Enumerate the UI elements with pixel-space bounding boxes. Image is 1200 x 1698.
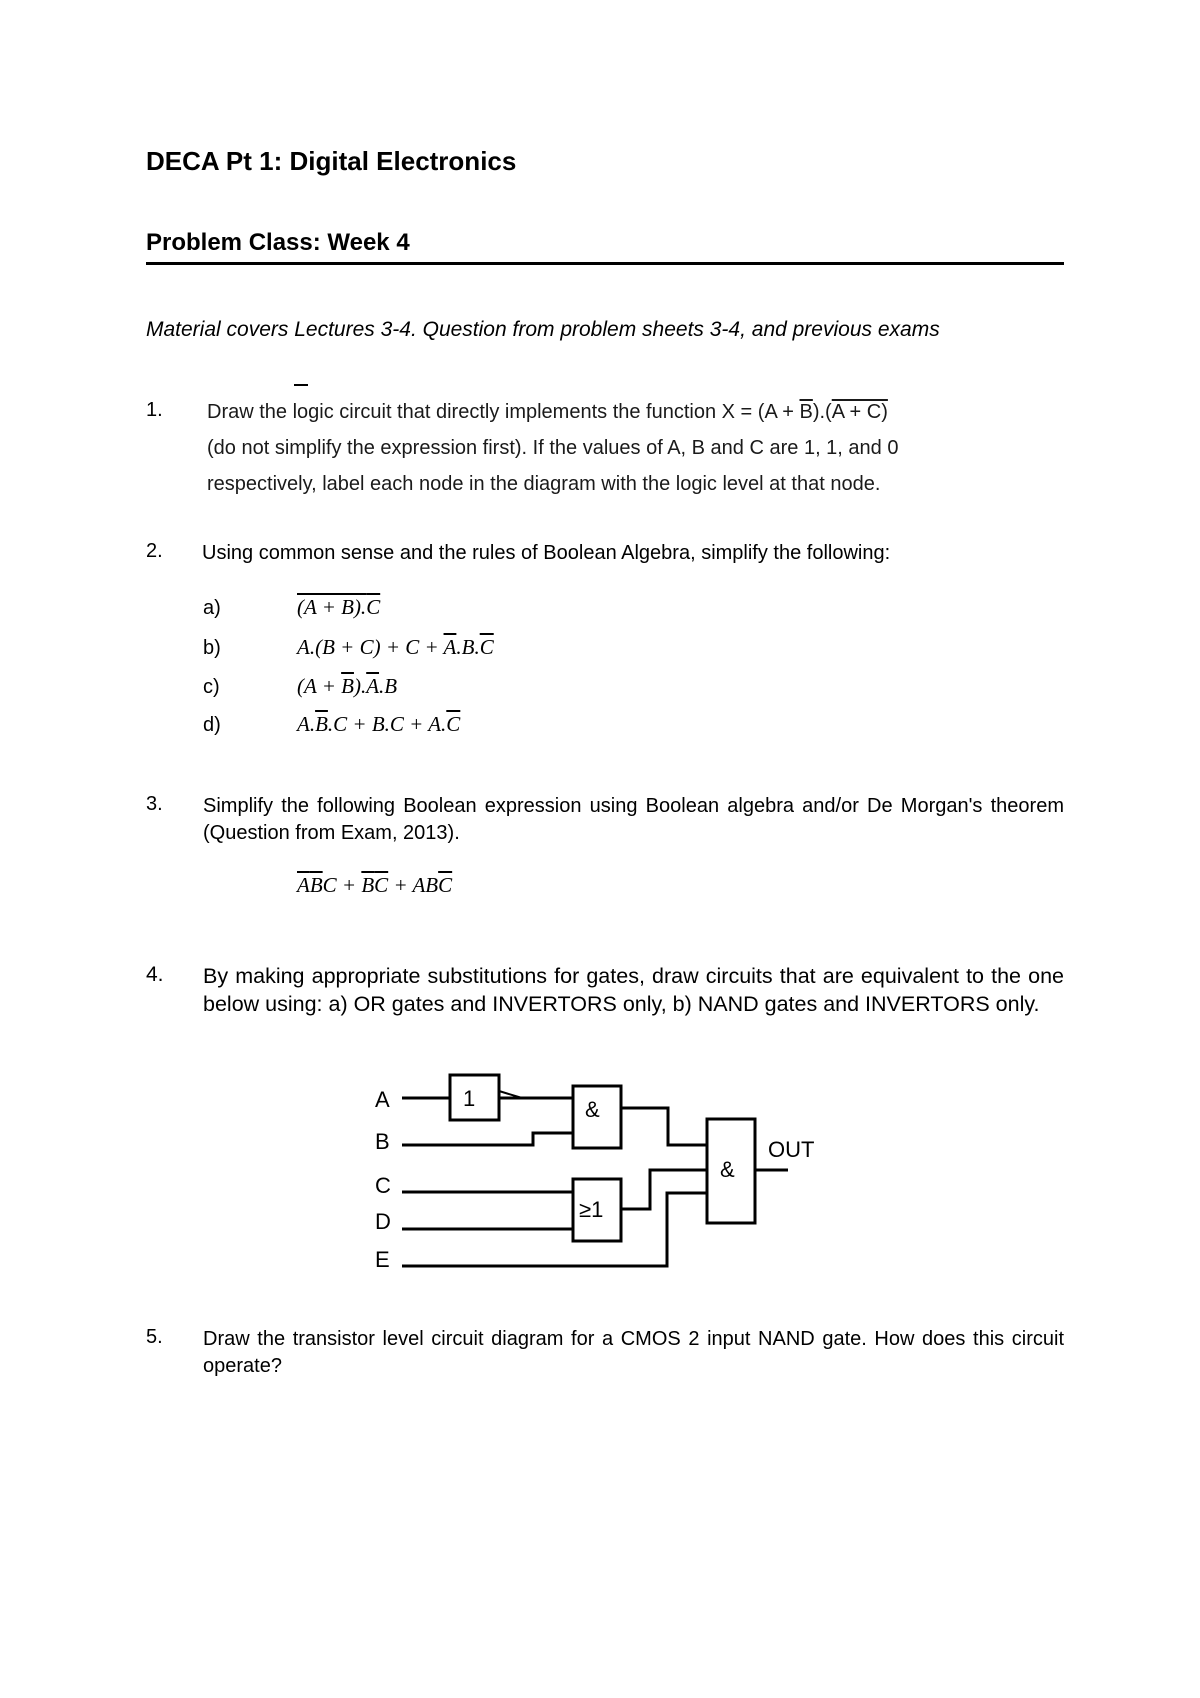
q3-bbar2: $\overline{B}$ bbox=[361, 873, 375, 897]
q1-text bbox=[207, 394, 1007, 502]
q2c-expr2: ). bbox=[353, 674, 367, 698]
q1-expr-overlined bbox=[832, 401, 888, 423]
q4-number: 4. bbox=[146, 963, 164, 986]
input-label-d: D bbox=[375, 1209, 391, 1234]
q2-text: Using common sense and the rules of Boolean Algebra, simplify the following: bbox=[202, 542, 891, 564]
q1-line1-prefix: Draw the logic circuit that directly implements the function X = bbox=[207, 401, 758, 423]
output-label: OUT bbox=[768, 1137, 815, 1162]
q3-cbar: $\overline{C}$ bbox=[374, 873, 389, 897]
or-gate-label: ≥1 bbox=[579, 1197, 604, 1222]
q2c-label: c) bbox=[203, 676, 220, 698]
q3-number: 3. bbox=[146, 793, 163, 815]
q2c-bbar: $\overline{B}$ bbox=[341, 674, 354, 698]
wire-b bbox=[402, 1133, 573, 1145]
wire-or-out bbox=[621, 1170, 707, 1209]
q2c-expr1: (A + bbox=[297, 674, 342, 698]
document-subtitle: Problem Class: Week 4 bbox=[146, 229, 410, 256]
q2d-expr1: A. bbox=[297, 712, 316, 736]
q2d-expr bbox=[297, 712, 460, 737]
q1-line3: respectively, label each node in the diagram with the logic level at that node. bbox=[207, 473, 881, 495]
q3-cbar2: $\overline{C}$ bbox=[438, 873, 453, 897]
q3-plus-ab: + AB bbox=[388, 873, 439, 897]
intro-text: Material covers Lectures 3-4. Question from problem sheets 3-4, and previous exams bbox=[146, 318, 940, 341]
not-gate-label: 1 bbox=[463, 1086, 476, 1111]
q3-expr bbox=[297, 873, 452, 898]
q5-number: 5. bbox=[146, 1326, 163, 1348]
q1-abar-extra bbox=[294, 384, 308, 386]
q2c-expr bbox=[297, 674, 397, 699]
q2b-mid: .B. bbox=[456, 635, 480, 659]
wire-and1-out bbox=[621, 1108, 707, 1145]
q2b-expr1: A.(B + C) + C + bbox=[297, 635, 444, 659]
q2b-cbar: $\overline{C}$ bbox=[479, 635, 494, 659]
q2a-c: C bbox=[366, 595, 381, 619]
logic-circuit-diagram bbox=[360, 1065, 820, 1290]
q1-number: 1. bbox=[146, 399, 163, 421]
q2a-expr-text: (A + B). bbox=[297, 595, 367, 619]
q2b-label: b) bbox=[203, 637, 221, 659]
q1-expr-a: A bbox=[831, 401, 844, 423]
and-gate-1-label: & bbox=[585, 1097, 600, 1122]
q2a-overlined bbox=[297, 595, 380, 619]
q2a-label: a) bbox=[203, 597, 221, 619]
q2b-expr bbox=[297, 635, 494, 660]
q1-expr-bbar: $\overline{B}$ bbox=[799, 401, 813, 423]
and-gate-2-label: & bbox=[720, 1157, 735, 1182]
q5-text: Draw the transistor level circuit diagram for a CMOS 2 input NAND gate. How does this circuit operate? bbox=[203, 1328, 1064, 1377]
input-label-a: A bbox=[375, 1087, 390, 1112]
q2a-expr bbox=[297, 595, 380, 620]
q1-line1 bbox=[207, 394, 1007, 430]
q1-expr-part3: + C) bbox=[843, 401, 888, 423]
q3-abar: $\overline{A}$ bbox=[297, 873, 310, 897]
q2c-abar: $\overline{A}$ bbox=[366, 674, 380, 698]
q1-expr-part1: (A + bbox=[757, 401, 800, 423]
q2d-expr2: .C + B.C + A. bbox=[327, 712, 447, 736]
q2c-expr3: .B bbox=[379, 674, 398, 698]
title-rule bbox=[146, 262, 1064, 265]
q4-text: By making appropriate substitutions for gates, draw circuits that are equivalent to the one below using: a) OR gates and INVERTORS only, b) NAND gates and INVERTORS only. bbox=[203, 964, 1064, 1016]
q2d-bbar: $\overline{B}$ bbox=[315, 712, 328, 736]
document-title: DECA Pt 1: Digital Electronics bbox=[146, 146, 517, 176]
input-label-e: E bbox=[375, 1247, 390, 1272]
q2d-label: d) bbox=[203, 714, 221, 736]
q3-bbar: $\overline{B}$ bbox=[309, 873, 323, 897]
input-label-c: C bbox=[375, 1173, 391, 1198]
q2-number: 2. bbox=[146, 540, 163, 562]
input-label-b: B bbox=[375, 1129, 390, 1154]
q3-text: Simplify the following Boolean expression using Boolean algebra and/or De Morgan's theorem (Question from Exam, 2013). bbox=[203, 795, 1064, 844]
q3-c1: C + bbox=[322, 873, 362, 897]
q2d-cbar: $\overline{C}$ bbox=[446, 712, 461, 736]
q1-expr-part2: ).( bbox=[812, 401, 832, 423]
q2b-abar: $\overline{A}$ bbox=[443, 635, 457, 659]
q1-line2: (do not simplify the expression first). If the values of A, B and C are 1, 1, and 0 bbox=[207, 437, 899, 459]
